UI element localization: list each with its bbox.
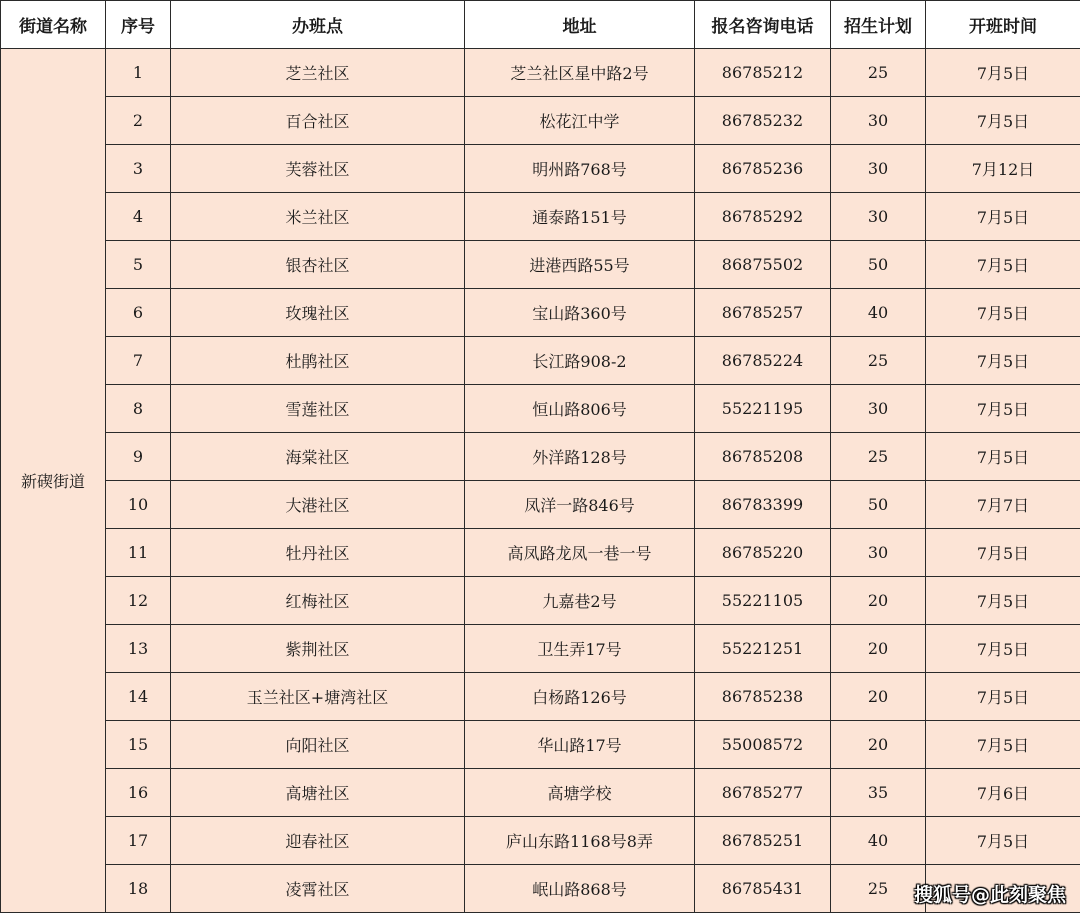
row-site: 向阳社区	[171, 721, 465, 769]
row-start: 7月5日	[926, 433, 1080, 481]
row-site: 玫瑰社区	[171, 289, 465, 337]
row-number: 6	[106, 289, 171, 337]
row-number: 16	[106, 769, 171, 817]
row-phone: 86785238	[695, 673, 831, 721]
row-start: 7月6日	[926, 769, 1080, 817]
row-plan: 40	[831, 817, 926, 865]
row-address: 芝兰社区星中路2号	[465, 49, 695, 97]
row-plan: 30	[831, 529, 926, 577]
table-row	[1, 145, 1080, 193]
row-plan: 25	[831, 865, 926, 913]
row-number: 10	[106, 481, 171, 529]
row-phone: 55221195	[695, 385, 831, 433]
row-address: 宝山路360号	[465, 289, 695, 337]
row-address: 华山路17号	[465, 721, 695, 769]
row-plan: 20	[831, 625, 926, 673]
row-plan: 20	[831, 577, 926, 625]
row-plan: 20	[831, 673, 926, 721]
row-site: 红梅社区	[171, 577, 465, 625]
row-plan: 50	[831, 241, 926, 289]
row-address: 白杨路126号	[465, 673, 695, 721]
row-plan: 30	[831, 145, 926, 193]
watermark: 搜狐号@此刻聚焦	[914, 880, 1066, 907]
row-start: 7月5日	[926, 97, 1080, 145]
row-site: 大港社区	[171, 481, 465, 529]
row-address: 九嘉巷2号	[465, 577, 695, 625]
row-start: 7月5日	[926, 673, 1080, 721]
row-address: 通泰路151号	[465, 193, 695, 241]
row-start: 7月5日	[926, 529, 1080, 577]
header-number: 序号	[106, 1, 171, 49]
row-site: 紫荆社区	[171, 625, 465, 673]
row-start: 7月5日	[926, 721, 1080, 769]
row-phone: 55008572	[695, 721, 831, 769]
row-plan: 20	[831, 721, 926, 769]
row-phone: 86785251	[695, 817, 831, 865]
table-row	[1, 385, 1080, 433]
row-start: 7月5日	[926, 625, 1080, 673]
table-row	[1, 577, 1080, 625]
row-start: 7月5日	[926, 289, 1080, 337]
row-plan: 30	[831, 385, 926, 433]
row-start: 7月5日	[926, 817, 1080, 865]
row-number: 4	[106, 193, 171, 241]
row-address: 明州路768号	[465, 145, 695, 193]
row-address: 长江路908-2	[465, 337, 695, 385]
row-site: 高塘社区	[171, 769, 465, 817]
table-row	[1, 49, 1080, 97]
table-row	[1, 481, 1080, 529]
row-address: 松花江中学	[465, 97, 695, 145]
row-start: 7月7日	[926, 481, 1080, 529]
table-row	[1, 721, 1080, 769]
row-phone: 86785431	[695, 865, 831, 913]
row-start: 7月12日	[926, 145, 1080, 193]
row-start: 7月5日	[926, 337, 1080, 385]
row-address: 庐山东路1168号8弄	[465, 817, 695, 865]
row-phone: 86785208	[695, 433, 831, 481]
row-address: 岷山路868号	[465, 865, 695, 913]
row-number: 17	[106, 817, 171, 865]
row-number: 7	[106, 337, 171, 385]
row-address: 外洋路128号	[465, 433, 695, 481]
row-phone: 86875502	[695, 241, 831, 289]
row-site: 玉兰社区+塘湾社区	[171, 673, 465, 721]
table-row	[1, 529, 1080, 577]
header-row	[1, 1, 1080, 49]
row-phone: 86785232	[695, 97, 831, 145]
header-start: 开班时间	[926, 1, 1080, 49]
row-plan: 25	[831, 49, 926, 97]
row-start: 7月5日	[926, 49, 1080, 97]
row-site: 牡丹社区	[171, 529, 465, 577]
row-address: 恒山路806号	[465, 385, 695, 433]
row-address: 凤洋一路846号	[465, 481, 695, 529]
row-number: 18	[106, 865, 171, 913]
row-plan: 25	[831, 433, 926, 481]
row-phone: 86785224	[695, 337, 831, 385]
row-site: 杜鹃社区	[171, 337, 465, 385]
row-site: 芙蓉社区	[171, 145, 465, 193]
row-start: 7月5日	[926, 385, 1080, 433]
table-row	[1, 625, 1080, 673]
row-address: 高塘学校	[465, 769, 695, 817]
header-district: 街道名称	[1, 1, 106, 49]
table-row	[1, 193, 1080, 241]
row-number: 1	[106, 49, 171, 97]
row-phone: 86785236	[695, 145, 831, 193]
row-start: 7月5日	[926, 577, 1080, 625]
header-phone: 报名咨询电话	[695, 1, 831, 49]
row-site: 海棠社区	[171, 433, 465, 481]
table-row	[1, 817, 1080, 865]
header-site: 办班点	[171, 1, 465, 49]
row-site: 迎春社区	[171, 817, 465, 865]
row-start: 7月5日	[926, 193, 1080, 241]
row-number: 5	[106, 241, 171, 289]
row-phone: 55221251	[695, 625, 831, 673]
row-number: 11	[106, 529, 171, 577]
row-phone: 86785257	[695, 289, 831, 337]
row-site: 米兰社区	[171, 193, 465, 241]
row-plan: 50	[831, 481, 926, 529]
row-number: 3	[106, 145, 171, 193]
row-plan: 30	[831, 97, 926, 145]
row-site: 芝兰社区	[171, 49, 465, 97]
row-number: 12	[106, 577, 171, 625]
row-plan: 25	[831, 337, 926, 385]
table-row	[1, 769, 1080, 817]
table-row	[1, 289, 1080, 337]
row-address: 进港西路55号	[465, 241, 695, 289]
table-row	[1, 241, 1080, 289]
district-cell: 新碶街道	[1, 49, 106, 913]
table-row	[1, 97, 1080, 145]
row-plan: 30	[831, 193, 926, 241]
row-site: 银杏社区	[171, 241, 465, 289]
row-phone: 55221105	[695, 577, 831, 625]
row-site: 百合社区	[171, 97, 465, 145]
row-phone: 86785277	[695, 769, 831, 817]
row-site: 凌霄社区	[171, 865, 465, 913]
row-plan: 35	[831, 769, 926, 817]
row-phone: 86783399	[695, 481, 831, 529]
row-address: 高凤路龙凤一巷一号	[465, 529, 695, 577]
table-row	[1, 337, 1080, 385]
header-plan: 招生计划	[831, 1, 926, 49]
row-number: 13	[106, 625, 171, 673]
row-number: 8	[106, 385, 171, 433]
row-plan: 40	[831, 289, 926, 337]
row-number: 9	[106, 433, 171, 481]
row-phone: 86785292	[695, 193, 831, 241]
row-number: 14	[106, 673, 171, 721]
table-row	[1, 673, 1080, 721]
table-row	[1, 433, 1080, 481]
row-site: 雪莲社区	[171, 385, 465, 433]
row-number: 2	[106, 97, 171, 145]
row-address: 卫生弄17号	[465, 625, 695, 673]
header-address: 地址	[465, 1, 695, 49]
row-start: 7月5日	[926, 241, 1080, 289]
row-number: 15	[106, 721, 171, 769]
row-phone: 86785212	[695, 49, 831, 97]
row-phone: 86785220	[695, 529, 831, 577]
